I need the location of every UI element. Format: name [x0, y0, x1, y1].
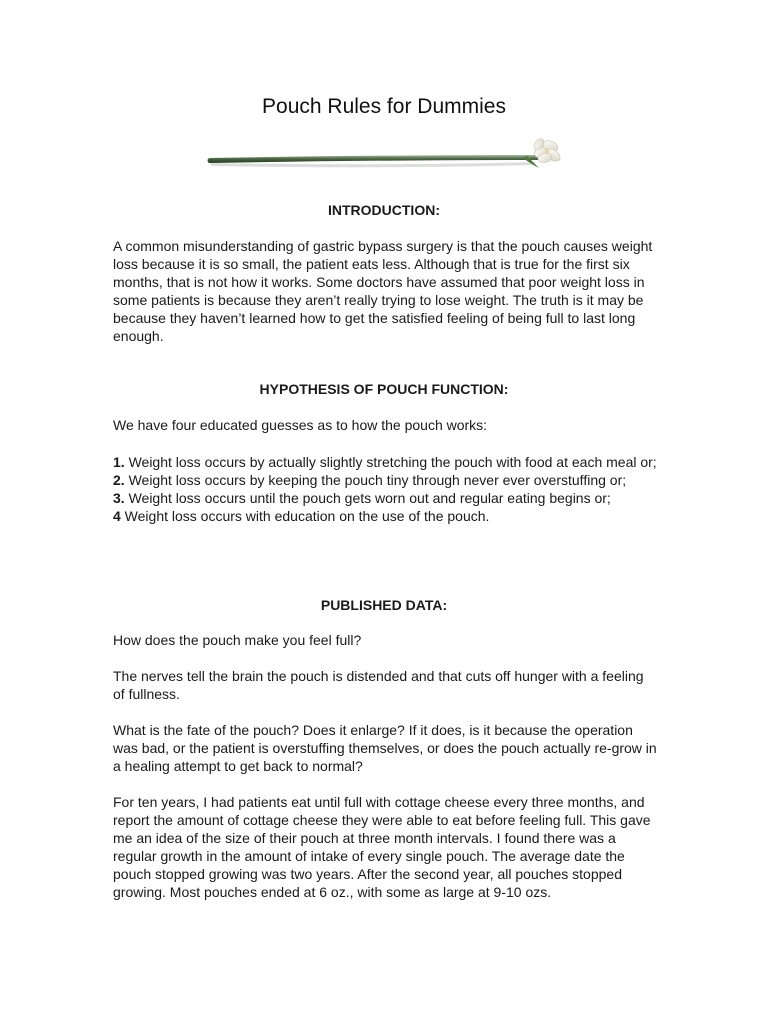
published-data-paragraph: How does the pouch make you feel full?: [113, 632, 362, 648]
item-text: Weight loss occurs with education on the use of the pouch.: [120, 508, 490, 524]
hypothesis-lead: We have four educated guesses as to how the pouch works:: [113, 417, 488, 433]
hypothesis-list: [113, 453, 658, 525]
page-title: Pouch Rules for Dummies: [262, 95, 506, 118]
item-number: 1.: [113, 454, 125, 470]
hypothesis-item: [113, 471, 658, 489]
item-number: 3.: [113, 490, 125, 506]
introduction-heading: INTRODUCTION:: [328, 202, 440, 218]
hypothesis-item: [113, 507, 658, 525]
hypothesis-item: [113, 453, 658, 471]
item-text: Weight loss occurs by actually slightly stretching the pouch with food at each meal or;: [124, 454, 657, 470]
published-data-heading: PUBLISHED DATA:: [320, 597, 448, 613]
item-text: Weight loss occurs until the pouch gets worn out and regular eating begins or;: [124, 490, 611, 506]
published-data-paragraph: For ten years, I had patients eat until full with cottage cheese every three months, and report the amount of cottage cheese they were able to eat before feeling full. This gave me an idea of the size of their pouch at three month intervals. I found there was a regular growth in the amount of intake of every single pouch. The average date the pouch stopped growing was two years. After the second year, all pouches stopped growing. Most pouches ended at 6 oz., with some as large at 9-10 ozs.: [113, 794, 651, 900]
hypothesis-item: [113, 489, 658, 507]
item-number: 2.: [113, 472, 125, 488]
published-data-paragraph: The nerves tell the brain the pouch is distended and that cuts off hunger with a feeling of fullness.: [113, 668, 644, 702]
introduction-paragraph: A common misunderstanding of gastric bypass surgery is that the pouch causes weight loss because it is so small, the patient eats less. Although that is true for the first six months, that is not how it works. Some doctors have assumed that poor weight loss in some patients is because they aren’t really trying to lose weight. The truth is it may be because they haven’t learned how to get the satisfied feeling of being full to last long enough.: [113, 238, 653, 344]
hypothesis-heading: HYPOTHESIS OF POUCH FUNCTION:: [259, 381, 509, 397]
flower-stem-divider-icon: [205, 134, 570, 176]
item-number: 4: [113, 508, 121, 524]
published-data-paragraph: What is the fate of the pouch? Does it enlarge? If it does, is it because the operation was bad, or the patient is overstuffing themselves, or does the pouch actually re-grow in a healing attempt to get back to normal?: [113, 722, 657, 774]
item-text: Weight loss occurs by keeping the pouch tiny through never ever overstuffing or;: [124, 472, 627, 488]
